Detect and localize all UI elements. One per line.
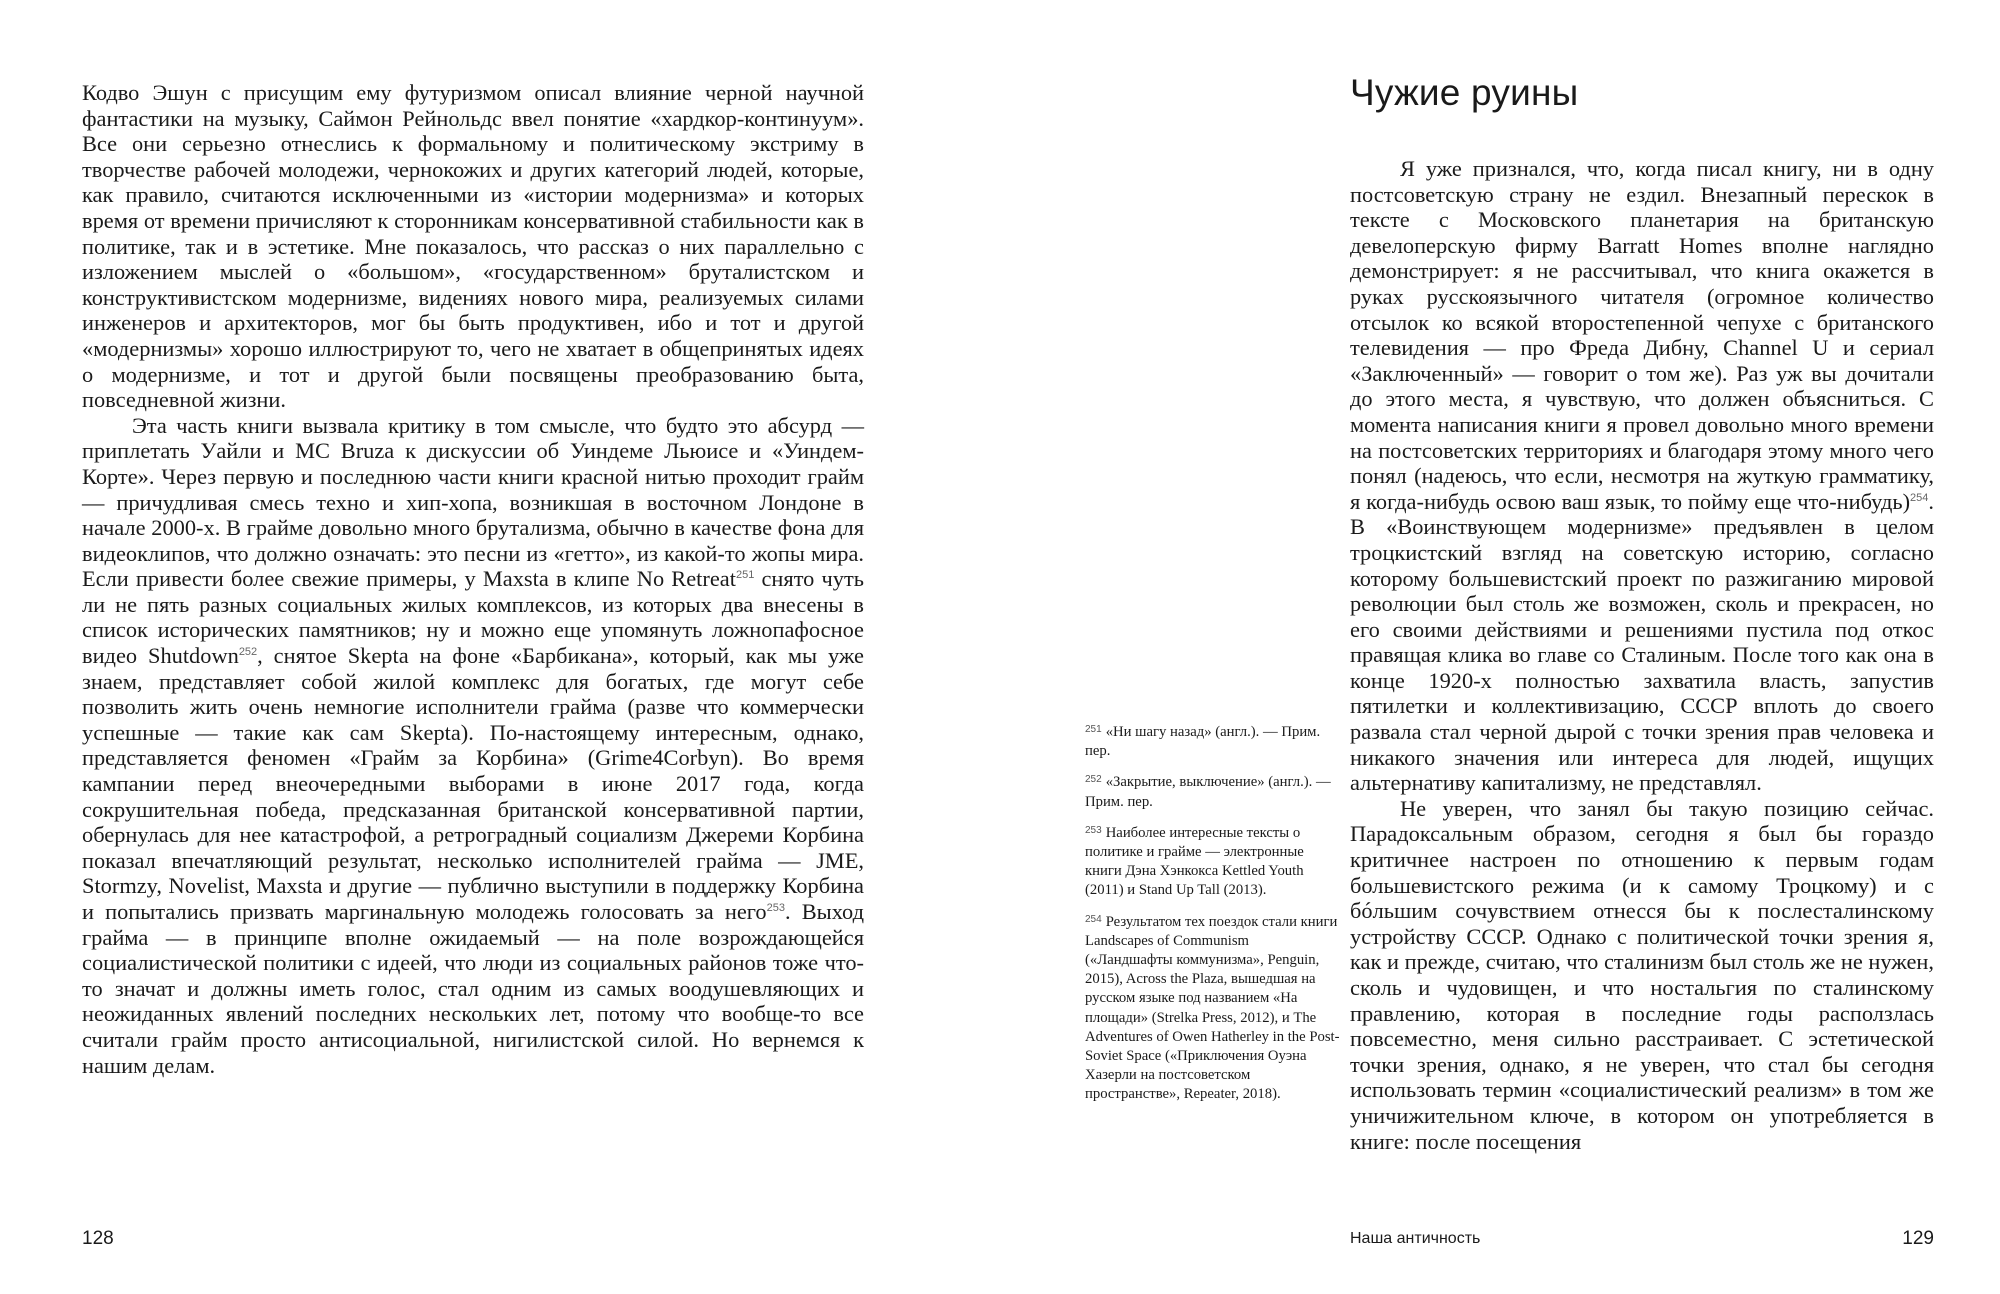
text-run: Не уверен, что занял бы такую позицию сейчас. Парадоксальным образом, сегодня я был бы гораздо критичнее настроен по отношению к первым годам большевистского режима (и к самому Троцкому) и с бóльшим сочувствием отнесся бы к послесталинскому устройству СССР. Однако с политической точки зрения я, как и прежде, считаю, что сталинизм был столь же не нужен, сколь и чудовищен, и что ностальгия по сталинскому правлению, которая в последние годы расползлась повсеместно, меня сильно расстраивает. С эстетической точки зрения, однако, я не уверен, что стал бы сегодня использовать термин «социалистический реализм» в том же уничижительном ключе, в котором он употребляется в книге: после посещения [1350, 795, 1934, 1154]
footnotes [1085, 720, 1340, 1114]
right-body-text [1350, 156, 1934, 1154]
footnote-ref-252: 252 [238, 646, 258, 659]
text-run: . В «Воинствующем модернизме» предъявлен в целом троцкистский взгляд на советскую историю, согласно которому большевистский проект по разжиганию мировой революции был столь же возможен, сколь и прекрасен, но его своими действиями и решениями пустила под откос правящая клика во главе со Сталиным. После того как она в конце 1920-х полностью захватила власть, запустив пятилетки и коллективизацию, СССР вплоть до своего развала стал черной дырой с точки зрения прав человека и никакого значения или интереса для людей, ищущих альтернативу капитализму, не представлял. [1350, 488, 1934, 796]
paragraph [82, 413, 864, 1078]
right-page [1000, 0, 2000, 1294]
footnote-number: 252 [1085, 774, 1102, 786]
chapter-title: Чужие руины [1350, 72, 1579, 113]
text-run: снято чуть ли не пять разных социальных жилых комплексов, из которых два внесены в список исторических памятников; ну и можно еще упомянуть ложнопафосное видео Shutdown [82, 566, 864, 669]
text-run: . Выход грайма — в принципе вполне ожидаемый — на поле возрождающейся социалистической политики с идеей, что люди из социальных районов тоже что-то значат и должны иметь голос, стал одним из самых воодушевляющих и неожиданных явлений последних нескольких лет, потому что вообще-то все считали грайм просто антисоциальной, нигилистской силой. Но вернемся к нашим делам. [82, 899, 864, 1078]
paragraph [82, 80, 864, 413]
footnote-number: 254 [1085, 913, 1102, 925]
footnote-252 [1085, 770, 1340, 811]
footnote-text: «Закрытие, выключение» (англ.). — Прим. пер. [1085, 774, 1331, 810]
text-run: , снятое Skepta на фоне «Барбикана», который, как мы уже знаем, представляет собой жилой комплекс для богатых, где могут себе позволить жить очень немногие исполнители грайма (разве что коммерчески успешные — такие как сам Skepta). По-настоящему интересным, однако, представляется феномен «Грайм за Корбина» (Grime4Corbyn). Во время кампании перед внеочередными выборами в июне 2017 года, когда сокрушительная победа, предсказанная британской консервативной партии, обернулась для нее катастрофой, а ретроградный социализм Джереми Корбина показал впечатляющий результат, несколько исполнителей грайма — JME, Stormzy, Novelist, Maxsta и другие — публично выступили в поддержку Корбина и попытались призвать маргинальную молодежь голосовать за него [82, 643, 864, 924]
footnote-text: Наиболее интересные тексты о политике и грайме — электронные книги Дэна Хэнкокса Kettled Youth (2011) и Stand Up Tall (2013). [1085, 824, 1304, 899]
footnote-ref-251: 251 [735, 569, 755, 582]
footnote-251 [1085, 720, 1340, 761]
paragraph [1350, 156, 1934, 796]
text-run: Кодво Эшун с присущим ему футуризмом описал влияние черной научной фантастики на музыку, Саймон Рейнольдс ввел понятие «хардкор-континуум». Все они серьезно отнеслись к формальному и политическому экстриму в творчестве рабочей молодежи, чернокожих и других категорий людей, которые, как правило, считаются исключенными из «истории модернизма» и которых время от времени причисляют к сторонникам консервативной стабильности как в политике, так и в эстетике. Мне показалось, что рассказ о них параллельно с изложением мыслей о «большом», «государственном» бруталистском и конструктивистском модернизме, видениях нового мира, реализуемых силами инженеров и архитекторов, мог бы быть продуктивен, ибо и тот и другой «модернизмы» хорошо иллюстрируют то, чего не хватает в общепринятых идеях о модернизме, и тот и другой были посвящены преобразованию быта, повседневной жизни. [82, 80, 864, 413]
footnote-text: Результатом тех поездок стали книги Landscapes of Communism («Ландшафты коммунизма», Penguin, 2015), Across the Plaza, вышедшая на русском языке под названием «На площади» (Strelka Press, 2012), и The Adventures of Owen Hatherley in the Post-Soviet Space («Приключения Оуэна Хазерли на постсоветском пространстве», Repeater, 2018). [1085, 913, 1340, 1103]
footnote-text: «Ни шагу назад» (англ.). — Прим. пер. [1085, 724, 1321, 760]
left-body-text [82, 80, 864, 1078]
footnote-number: 253 [1085, 824, 1102, 836]
text-run: Я уже признался, что, когда писал книгу, ни в одну постсоветскую страну не ездил. Внезапный перескок в тексте с Московского планетария на британскую девелоперскую фирму Barratt Homes вполне наглядно демонстрирует: я не рассчитывал, что книга окажется в руках русскоязычного читателя (огромное количество отсылок ко всякой второстепенной чепухе с британского телевидения — про Фреда Дибну, Channel U и сериал «Заключенный» — говорит о том же). Раз уж вы дочитали до этого места, я чувствую, что должен объясниться. С момента написания книги я провел довольно много времени на постсоветских территориях и благодаря этому много чего понял (надеюсь, что если, несмотря на жуткую грамматику, я когда-нибудь освою ваш язык, то пойму еще что-нибудь) [1350, 156, 1934, 514]
page-number-right: 129 [1902, 1228, 1934, 1249]
text-run: Эта часть книги вызвала критику в том смысле, что будто это абсурд — приплетать Уайли и MC Bruza к дискуссии об Уиндеме Льюисе и «Уиндем-Корте». Через первую и последнюю части книги красной нитью проходит грайм — причудливая смесь техно и хип-хопа, возникшая в восточном Лондоне в начале 2000-х. В грайме довольно много брутализма, обычно в качестве фона для видеоклипов, что должно означать: это песни из «гетто», из какой-то жопы мира. Если привести более свежие примеры, у Maxsta в клипе No Retreat [82, 412, 864, 592]
footnote-ref-254: 254 [1910, 491, 1929, 504]
footnote-253 [1085, 821, 1340, 901]
footnote-ref-253: 253 [766, 902, 785, 914]
paragraph [1350, 796, 1934, 1154]
page-number-left: 128 [82, 1228, 114, 1249]
footnote-number: 251 [1085, 724, 1102, 735]
running-head: Наша античность [1350, 1230, 1481, 1247]
footnote-254 [1085, 910, 1340, 1105]
